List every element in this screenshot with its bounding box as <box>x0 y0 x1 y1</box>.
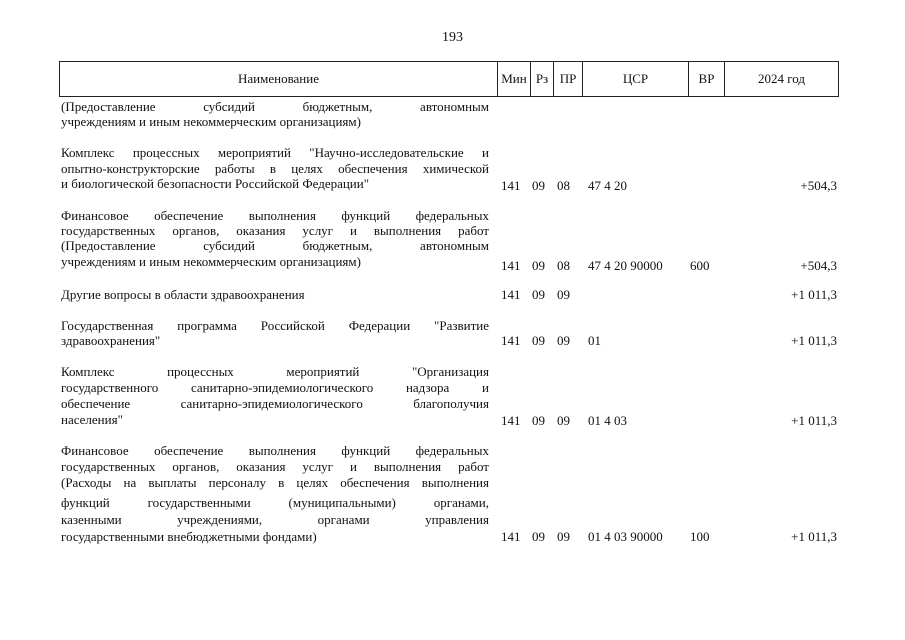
cell-min: 141 <box>501 258 521 273</box>
column-header-name: Наименование <box>238 71 319 86</box>
cell-rz: 09 <box>532 178 545 193</box>
cell-csr: 01 4 03 90000 <box>588 529 663 544</box>
cell-amount: +1 011,3 <box>791 413 837 428</box>
row-name: населения" <box>61 412 123 427</box>
cell-rz: 09 <box>532 333 545 348</box>
cell-min: 141 <box>501 529 521 544</box>
row-name: Комплекс процессных мероприятий "Научно-исследовательские и <box>61 145 489 160</box>
cell-csr: 47 4 20 <box>588 178 627 193</box>
cell-pr: 08 <box>557 178 570 193</box>
cell-pr: 09 <box>557 287 570 302</box>
column-header-min: Мин <box>497 62 530 96</box>
column-header-year: 2024 год <box>724 62 838 96</box>
row-name: государственных органов, оказания услуг и выполнения работ <box>61 223 489 238</box>
page-number: 193 <box>442 30 463 45</box>
row-name: Государственная программа Российской Федерации "Развитие <box>61 318 489 333</box>
cell-csr: 47 4 20 90000 <box>588 258 663 273</box>
row-name: и биологической безопасности Российской Федерации" <box>61 176 370 191</box>
cell-amount: +504,3 <box>800 178 837 193</box>
cell-pr: 09 <box>557 413 570 428</box>
row-name: Финансовое обеспечение выполнения функций федеральных <box>61 208 489 223</box>
row-name: учреждениям и иным некоммерческим организациям) <box>61 254 361 269</box>
table-header <box>59 61 839 97</box>
row-name: Комплекс процессных мероприятий "Организация <box>61 364 489 379</box>
cell-vr: 600 <box>690 258 710 273</box>
cell-amount: +504,3 <box>800 258 837 273</box>
cell-pr: 08 <box>557 258 570 273</box>
cell-pr: 09 <box>557 333 570 348</box>
row-name: функций государственными (муниципальными) органами, <box>61 495 489 510</box>
row-name: опытно-конструкторские работы в целях обеспечения химической <box>61 161 489 176</box>
column-header-vr: ВР <box>688 62 724 96</box>
column-header-csr: ЦСР <box>582 62 688 96</box>
cell-pr: 09 <box>557 529 570 544</box>
cell-vr: 100 <box>690 529 710 544</box>
cell-amount: +1 011,3 <box>791 287 837 302</box>
row-name: (Предоставление субсидий бюджетным, автономным <box>61 99 489 114</box>
cell-min: 141 <box>501 413 521 428</box>
cell-rz: 09 <box>532 258 545 273</box>
cell-amount: +1 011,3 <box>791 333 837 348</box>
row-name: (Предоставление субсидий бюджетным, автономным <box>61 238 489 253</box>
cell-rz: 09 <box>532 413 545 428</box>
row-name: (Расходы на выплаты персоналу в целях обеспечения выполнения <box>61 475 489 490</box>
cell-csr: 01 4 03 <box>588 413 627 428</box>
column-header-rz: Рз <box>530 62 553 96</box>
cell-rz: 09 <box>532 529 545 544</box>
cell-amount: +1 011,3 <box>791 529 837 544</box>
cell-min: 141 <box>501 333 521 348</box>
cell-min: 141 <box>501 178 521 193</box>
column-header-pr: ПР <box>553 62 582 96</box>
row-name: обеспечение санитарно-эпидемиологического благополучия <box>61 396 489 411</box>
row-name: государственных органов, оказания услуг и выполнения работ <box>61 459 489 474</box>
row-name: государственного санитарно-эпидемиологического надзора и <box>61 380 489 395</box>
row-name: казенными учреждениями, органами управления <box>61 512 489 527</box>
row-name: здравоохранения" <box>61 333 161 348</box>
cell-rz: 09 <box>532 287 545 302</box>
cell-min: 141 <box>501 287 521 302</box>
row-name: учреждениям и иным некоммерческим организациям) <box>61 114 361 129</box>
row-name: Другие вопросы в области здравоохранения <box>61 287 305 302</box>
row-name: государственными внебюджетными фондами) <box>61 529 317 544</box>
cell-csr: 01 <box>588 333 601 348</box>
row-name: Финансовое обеспечение выполнения функций федеральных <box>61 443 489 458</box>
